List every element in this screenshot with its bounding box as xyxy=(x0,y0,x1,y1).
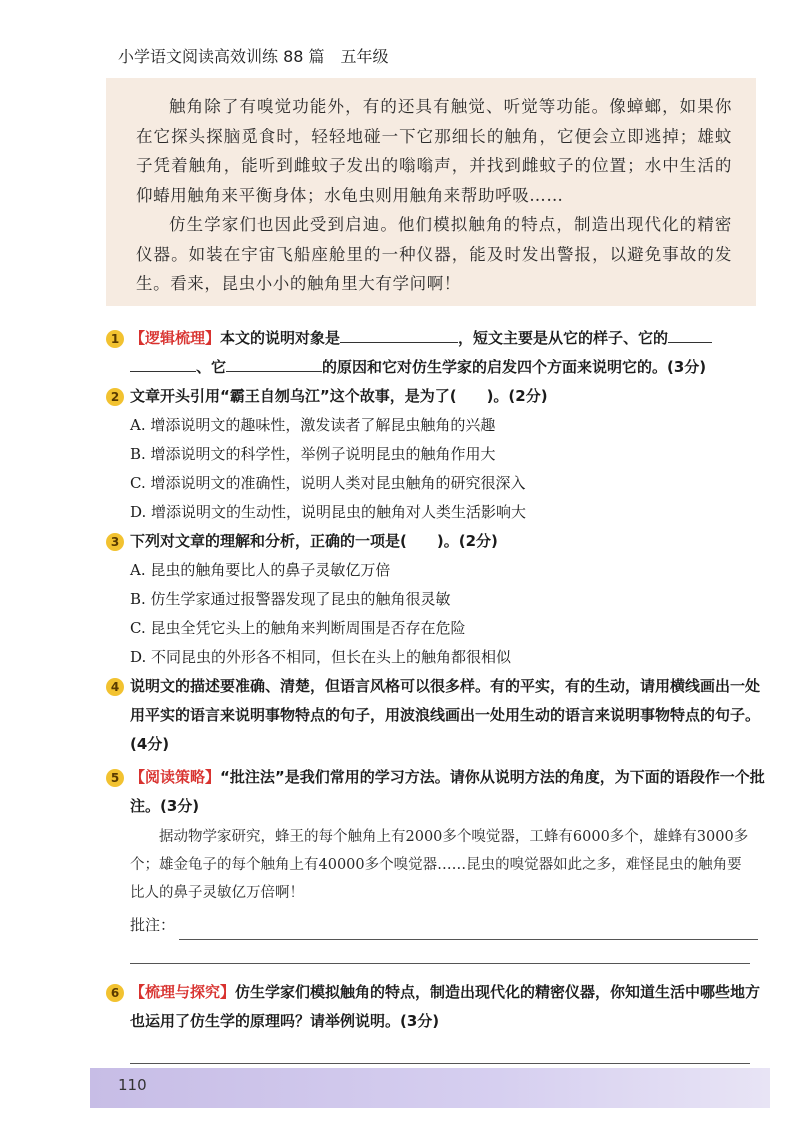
fill-blank[interactable] xyxy=(340,325,458,343)
question-text: 、它 xyxy=(196,358,227,376)
footer-band xyxy=(90,1068,770,1108)
annotation-row xyxy=(130,911,766,940)
question-text: 仿生学家们模拟触角的特点，制造出现代化的精密仪器，你知道生活中哪些地方也运用了仿生学的原理吗？请举例说明。(3分) xyxy=(130,983,761,1030)
option-b[interactable]: B. 仿生学家通过报警器发现了昆虫的触角很灵敏 xyxy=(130,590,451,608)
question-3 xyxy=(106,527,766,672)
question-tag: 【梳理与探究】 xyxy=(130,983,236,1001)
fill-blank[interactable] xyxy=(668,325,712,343)
question-number-badge: 6 xyxy=(106,984,124,1002)
fill-blank[interactable] xyxy=(130,354,196,372)
question-text: 本文的说明对象是 xyxy=(220,329,341,347)
question-text: 文章开头引用“霸王自刎乌江”这个故事，是为了( )。(2分) xyxy=(130,387,548,405)
question-list xyxy=(106,324,766,1088)
fill-blank[interactable] xyxy=(226,354,322,372)
option-a[interactable]: A. 增添说明文的趣味性，激发读者了解昆虫触角的兴趣 xyxy=(130,416,496,434)
question-text: 下列对文章的理解和分析，正确的一项是( )。(2分) xyxy=(130,532,498,550)
passage-paragraph-2: 仿生学家们也因此受到启迪。他们模拟触角的特点，制造出现代化的精密仪器。如装在宇宙飞船座舱里的一种仪器，能及时发出警报，以避免事故的发生。看来，昆虫小小的触角里大有学问啊！ xyxy=(136,215,732,293)
excerpt-text: 据动物学家研究，蜂王的每个触角上有2000多个嗅觉器，工蜂有6000多个，雄蜂有3000多个；雄金龟子的每个触角上有40000多个嗅觉器……昆虫的嗅觉器如此之多，难怪昆虫的触角要比人的鼻子灵敏亿万倍啊！ xyxy=(130,829,749,901)
question-number-badge: 4 xyxy=(106,678,124,696)
option-d[interactable]: D. 不同昆虫的外形各不相同，但长在头上的触角都很相似 xyxy=(130,648,512,666)
question-number-badge: 1 xyxy=(106,330,124,348)
question-1 xyxy=(106,324,766,382)
page-number: 110 xyxy=(118,1076,147,1094)
question-number-badge: 2 xyxy=(106,388,124,406)
question-text: “批注法”是我们常用的学习方法。请你从说明方法的角度，为下面的语段作一个批注。(3分) xyxy=(130,768,765,815)
answer-line[interactable] xyxy=(130,1040,750,1064)
option-c[interactable]: C. 增添说明文的准确性，说明人类对昆虫触角的研究很深入 xyxy=(130,474,526,492)
annotation-label: 批注： xyxy=(130,916,176,934)
question-2 xyxy=(106,382,766,527)
passage-paragraph-1: 触角除了有嗅觉功能外，有的还具有触觉、听觉等功能。像蟑螂，如果你在它探头探脑觅食时，轻轻地碰一下它那细长的触角，它便会立即逃掉；雄蚊子凭着触角，能听到雌蚊子发出的嗡嗡声，并找到雌蚊子的位置；水中生活的仰蝽用触角来平衡身体；水龟虫则用触角来帮助呼吸…… xyxy=(136,97,732,205)
question-tag: 【阅读策略】 xyxy=(130,768,221,786)
question-number-badge: 5 xyxy=(106,769,124,787)
option-b[interactable]: B. 增添说明文的科学性，举例子说明昆虫的触角作用大 xyxy=(130,445,496,463)
reading-passage xyxy=(106,78,756,306)
question-text: 的原因和它对仿生学家的启发四个方面来说明它的。(3分) xyxy=(322,358,707,376)
question-text: ，短文主要是从它的样子、它的 xyxy=(458,329,669,347)
question-4 xyxy=(106,672,766,759)
annotation-answer-line[interactable] xyxy=(179,918,758,940)
question-text: 说明文的描述要准确、清楚，但语言风格可以很多样。有的平实，有的生动，请用横线画出一处用平实的语言来说明事物特点的句子，用波浪线画出一处用生动的语言来说明事物特点的句子。(4分) xyxy=(130,677,761,753)
question-tag: 【逻辑梳理】 xyxy=(130,329,221,347)
option-a[interactable]: A. 昆虫的触角要比人的鼻子灵敏亿万倍 xyxy=(130,561,391,579)
question-5 xyxy=(106,763,766,964)
answer-line[interactable] xyxy=(130,940,750,964)
question-number-badge: 3 xyxy=(106,533,124,551)
option-c[interactable]: C. 昆虫全凭它头上的触角来判断周围是否存在危险 xyxy=(130,619,466,637)
book-header: 小学语文阅读高效训练 88 篇 五年级 xyxy=(118,47,389,66)
option-d[interactable]: D. 增添说明文的生动性，说明昆虫的触角对人类生活影响大 xyxy=(130,503,527,521)
